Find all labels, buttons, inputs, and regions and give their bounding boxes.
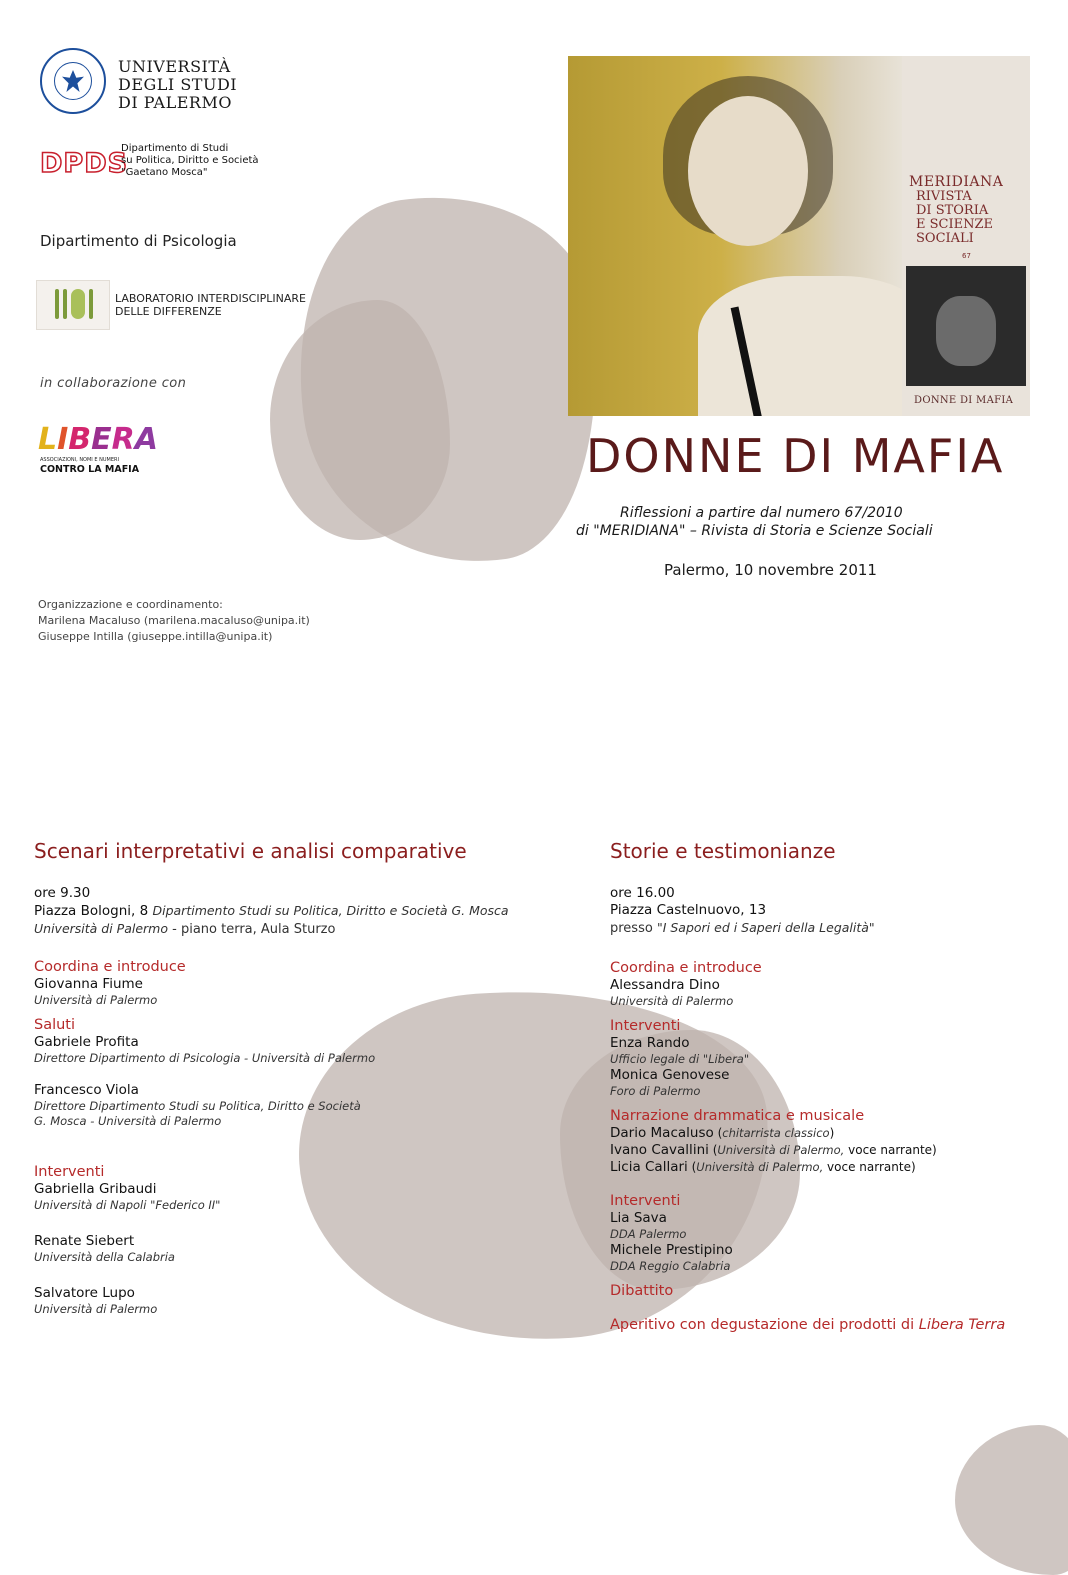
dpds-description: Dipartimento di Studi su Politica, Diritto e Società "Gaetano Mosca": [121, 143, 259, 178]
dept-psicologia: Dipartimento di Psicologia: [40, 232, 237, 250]
lid-name: LABORATORIO INTERDISCIPLINARE DELLE DIFFERENZE: [115, 292, 306, 318]
section-title: Scenari interpretativi e analisi comparative: [34, 839, 467, 863]
university-name: UNIVERSITÀ DEGLI STUDI DI PALERMO: [118, 57, 238, 112]
morning-session: Scenari interpretativi e analisi comparative ore 9.30 Piazza Bologni, 8 Dipartimento Studi su Politica, Diritto e Società G. Mosca Università di Palermo - piano terra, Aula Sturzo Coordina e introduce Giovanna Fiume Università di Palermo Saluti Gabriele Profita Direttore Dipartimento di Psicologia - Università di Palermo Francesco Viola Direttore Dipartimento Studi su Politica, Diritto e Società G. Mosca - Università di Palermo Interventi Gabriella Gribaudi Università di Napoli "Federico II" Renate Siebert Università della Calabria Salvatore Lupo Università di Palermo: [34, 839, 509, 1316]
libera-small-text: ASSOCIAZIONI, NOMI E NUMERI: [40, 457, 119, 463]
libera-logo: LIBERA: [38, 422, 158, 457]
organization-block: Organizzazione e coordinamento: Marilena Macaluso (marilena.macaluso@unipa.it) Giuseppe Intilla (giuseppe.intilla@unipa.it): [38, 598, 310, 643]
dpds-logo: DPDS: [40, 148, 129, 179]
page-title: DONNE DI MAFIA: [586, 429, 1005, 483]
background-stain: [955, 1425, 1068, 1575]
subtitle-line2: di "MERIDIANA" – Rivista di Storia e Scienze Sociali: [576, 523, 933, 539]
section-title: Storie e testimonianze: [610, 839, 836, 863]
subtitle-line1: Riflessioni a partire dal numero 67/2010: [620, 505, 903, 521]
collaborazione-label: in collaborazione con: [40, 376, 187, 391]
afternoon-session: Storie e testimonianze ore 16.00 Piazza Castelnuovo, 13 presso "I Sapori ed i Saperi della Legalità" Coordina e introduce Alessandra Dino Università di Palermo Interventi Enza Rando Ufficio legale di "Libera" Monica Genovese Foro di Palermo Narrazione drammatica e musicale Dario Macaluso (chitarrista classico) Ivano Cavallini (Università di Palermo, voce narrante) Licia Callari (Università di Palermo, voce narrante) Interventi Lia Sava DDA Palermo Michele Prestipino DDA Reggio Calabria Dibattito Aperitivo con degustazione dei prodotti di Libera Terra: [610, 837, 1068, 1334]
university-seal-icon: [40, 48, 106, 114]
lid-logo-icon: [36, 280, 110, 330]
background-stain: [270, 300, 450, 540]
libera-subtitle: CONTRO LA MAFIA: [40, 464, 140, 475]
magazine-cover: MERIDIANA RIVISTA DI STORIA E SCIENZE SOCIALI 67 DONNE DI MAFIA: [902, 56, 1030, 416]
event-date: Palermo, 10 novembre 2011: [664, 561, 877, 579]
meridiana-cover-image: [568, 56, 1030, 416]
